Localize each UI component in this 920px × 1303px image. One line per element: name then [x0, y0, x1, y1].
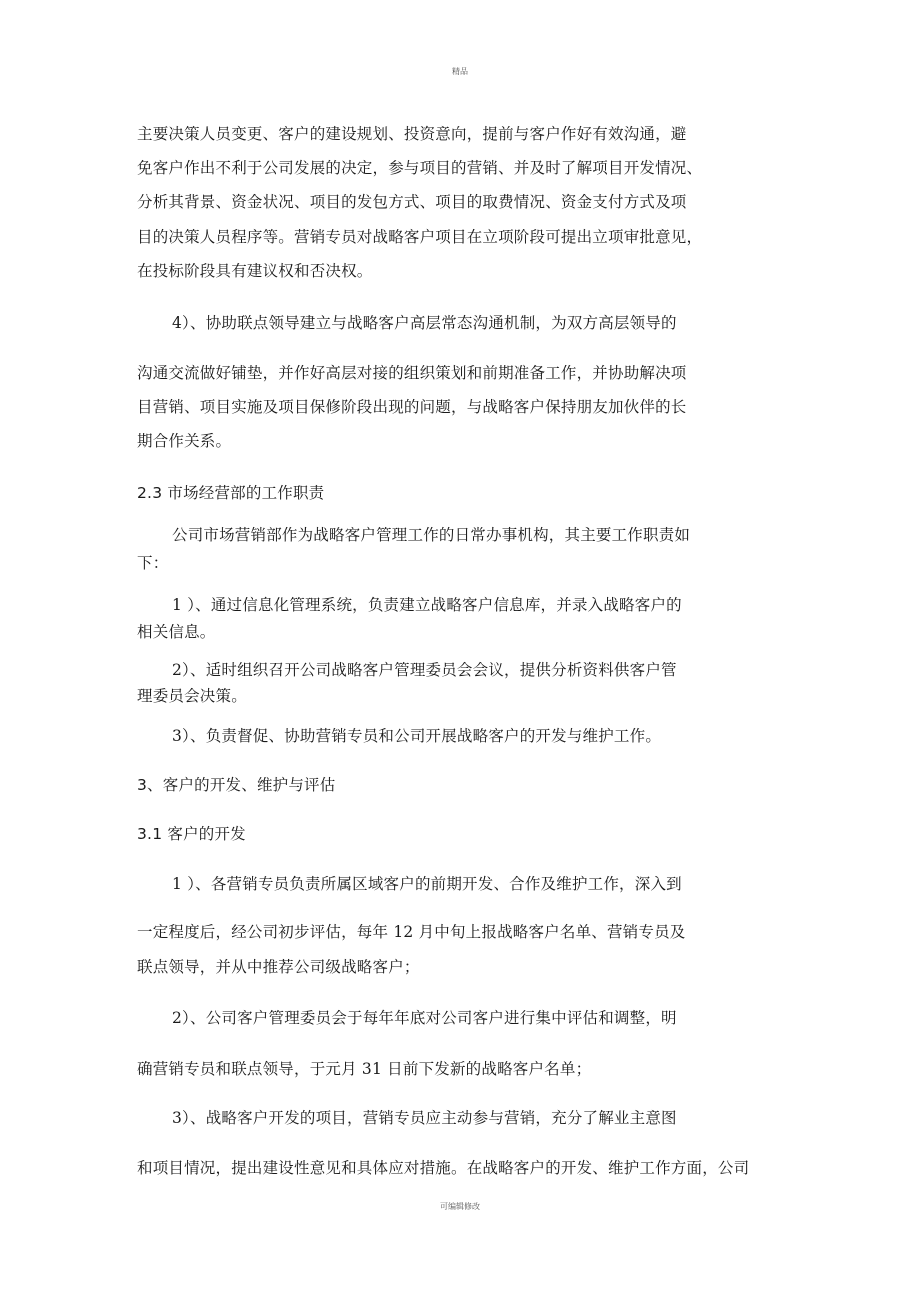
footer-watermark: 可编辑修改 — [440, 1202, 480, 1211]
text-line: 联点领导，并从中推荐公司级战略客户； — [137, 958, 420, 976]
text-line: 和项目情况，提出建设性意见和具体应对措施。在战略客户的开发、维护工作方面，公司 — [137, 1159, 750, 1177]
text-line: 目营销、项目实施及项目保修阶段出现的问题，与战略客户保持朋友加伙伴的长 — [137, 398, 687, 416]
text-line: 4）、协助联点领导建立与战略客户高层常态沟通机制，为双方高层领导的 — [172, 314, 677, 332]
text-line: 相关信息。 — [137, 623, 216, 641]
text-line: 目的决策人员程序等。营销专员对战略客户项目在立项阶段可提出立项审批意见， — [137, 228, 703, 246]
section-heading-3-1: 3.1 客户的开发 — [137, 825, 246, 843]
text-line: 2）、适时组织召开公司战略客户管理委员会会议，提供分析资料供客户管 — [172, 661, 677, 679]
text-line: 理委员会决策。 — [137, 687, 247, 705]
text-line: 3）、负责督促、协助营销专员和公司开展战略客户的开发与维护工作。 — [172, 727, 662, 745]
text-line: 一定程度后，经公司初步评估，每年 12 月中旬上报战略客户名单、营销专员及 — [137, 923, 686, 941]
text-line: 主要决策人员变更、客户的建设规划、投资意向，提前与客户作好有效沟通，避 — [137, 125, 687, 143]
header-watermark: 精品 — [452, 67, 468, 76]
text-line: 分析其背景、资金状况、项目的发包方式、项目的取费情况、资金支付方式及项 — [137, 193, 687, 211]
text-line: 1 ）、各营销专员负责所属区域客户的前期开发、合作及维护工作，深入到 — [172, 875, 682, 893]
text-line: 沟通交流做好铺垫，并作好高层对接的组织策划和前期准备工作，并协助解决项 — [137, 364, 687, 382]
text-line: 3）、战略客户开发的项目，营销专员应主动参与营销，充分了解业主意图 — [172, 1109, 677, 1127]
text-line: 1 ）、通过信息化管理系统，负责建立战略客户信息库，并录入战略客户的 — [172, 596, 682, 614]
text-line: 下： — [137, 554, 169, 572]
text-line: 公司市场营销部作为战略客户管理工作的日常办事机构，其主要工作职责如 — [172, 526, 691, 544]
text-line: 期合作关系。 — [137, 432, 232, 450]
section-heading-3: 3、客户的开发、维护与评估 — [137, 776, 336, 794]
section-heading-2-3: 2.3 市场经营部的工作职责 — [137, 484, 325, 502]
text-line: 确营销专员和联点领导，于元月 31 日前下发新的战略客户名单； — [137, 1060, 592, 1078]
text-line: 免客户作出不利于公司发展的决定，参与项目的营销、并及时了解项目开发情况、 — [137, 159, 703, 177]
text-line: 在投标阶段具有建议权和否决权。 — [137, 262, 373, 280]
text-line: 2）、公司客户管理委员会于每年年底对公司客户进行集中评估和调整，明 — [172, 1009, 677, 1027]
